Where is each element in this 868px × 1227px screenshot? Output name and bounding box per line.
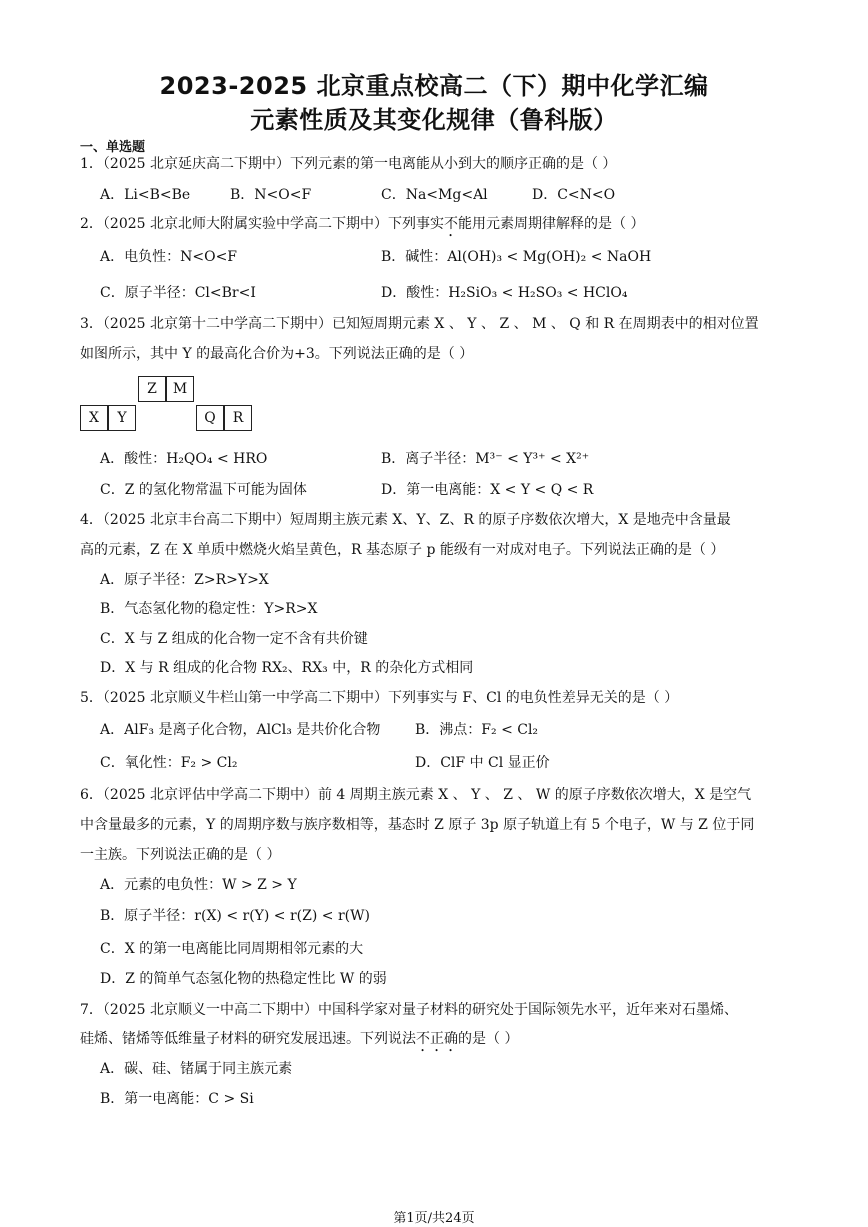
question-5-stem: 5．（2025 北京顺义牛栏山第一中学高二下期中）下列事实与 F、Cl 的电负性差异无关的是（ ） [80, 690, 679, 706]
q7-option-b: B．第一电离能：C > Si [100, 1091, 254, 1107]
question-6-stem-line3: 一主族。下列说法正确的是（ ） [80, 847, 281, 863]
table-cell-r: R [224, 405, 252, 431]
question-3-stem-line2: 如图所示，其中 Y 的最高化合价为+3。下列说法正确的是（ ） [80, 346, 474, 362]
q5-option-c: C．氧化性：F₂ > Cl₂ [100, 755, 238, 771]
question-6-stem-line1: 6．（2025 北京评估中学高二下期中）前 4 周期主族元素 X 、 Y 、 Z 、 W 的原子序数依次增大，X 是空气 [80, 787, 752, 803]
question-4-stem-line2: 高的元素，Z 在 X 单质中燃烧火焰呈黄色，R 基态原子 p 能级有一对成对电子。下列说法正确的是（ ） [80, 542, 725, 558]
table-cell-q: Q [196, 405, 224, 431]
q1-option-c: C．Na<Mg<Al [381, 187, 488, 203]
question-7-stem-line1: 7．（2025 北京顺义一中高二下期中）中国科学家对量子材料的研究处于国际领先水平，近年来对石墨烯、 [80, 1002, 738, 1018]
section-heading: 一、单选题 [80, 140, 146, 155]
q1-option-a: A．Li<B<Be [100, 187, 191, 203]
q6-option-c: C．X 的第一电离能比同周期相邻元素的大 [100, 941, 364, 957]
q1-option-d: D．C<N<O [532, 187, 616, 203]
table-cell-y: Y [108, 405, 136, 431]
periodic-table-fragment [80, 376, 256, 432]
table-cell-m: M [166, 376, 194, 402]
q2-option-d: D．酸性：H₂SiO₃ < H₂SO₃ < HClO₄ [381, 285, 628, 301]
question-4-stem-line1: 4．（2025 北京丰台高二下期中）短周期主族元素 X、Y、Z、R 的原子序数依次增大，X 是地壳中含量最 [80, 512, 731, 528]
q2-option-a: A．电负性：N<O<F [100, 249, 238, 265]
question-6-stem-line2: 中含量最多的元素，Y 的周期序数与族序数相等，基态时 Z 原子 3p 原子轨道上有 5 个电子，W 与 Z 位于同 [80, 817, 755, 833]
question-3-stem-line1: 3．（2025 北京第十二中学高二下期中）已知短周期元素 X 、 Y 、 Z 、 M 、 Q 和 R 在周期表中的相对位置 [80, 316, 759, 332]
q6-option-b: B．原子半径：r(X) < r(Y) < r(Z) < r(W) [100, 908, 370, 924]
page-subtitle: 元素性质及其变化规律（鲁科版） [250, 106, 618, 134]
q1-option-b: B．N<O<F [230, 187, 312, 203]
q2-option-b: B．碱性：Al(OH)₃ < Mg(OH)₂ < NaOH [381, 249, 652, 265]
q4-option-a: A．原子半径：Z>R>Y>X [100, 572, 269, 588]
page-title: 2023-2025 北京重点校高二（下）期中化学汇编 [159, 72, 709, 100]
q4-option-b: B．气态氢化物的稳定性：Y>R>X [100, 601, 318, 617]
q6-option-a: A．元素的电负性：W > Z > Y [100, 877, 297, 893]
q5-option-a: A．AlF₃ 是离子化合物，AlCl₃ 是共价化合物 [100, 722, 381, 738]
q7-option-a: A．碳、硅、锗属于同主族元素 [100, 1061, 293, 1077]
q6-option-d: D．Z 的简单气态氢化物的热稳定性比 W 的弱 [100, 971, 387, 987]
q4-option-c: C．X 与 Z 组成的化合物一定不含有共价键 [100, 631, 368, 647]
q4-option-d: D．X 与 R 组成的化合物 RX₂、RX₃ 中，R 的杂化方式相同 [100, 660, 474, 676]
table-cell-z: Z [138, 376, 166, 402]
q3-option-d: D．第一电离能：X < Y < Q < R [381, 482, 594, 498]
q5-option-b: B．沸点：F₂ < Cl₂ [415, 722, 539, 738]
question-2-stem: 2．（2025 北京北师大附属实验中学高二下期中）下列事实不能用元素周期律解释的是（ ） [80, 216, 645, 232]
q3-option-c: C．Z 的氢化物常温下可能为固体 [100, 482, 307, 498]
question-7-stem-line2: 硅烯、锗烯等低维量子材料的研究发展迅速。下列说法不正确的是（ ） [80, 1031, 519, 1047]
question-1-stem: 1．（2025 北京延庆高二下期中）下列元素的第一电离能从小到大的顺序正确的是（ ） [80, 156, 617, 172]
q3-option-b: B．离子半径：M³⁻ < Y³⁺ < X²⁺ [381, 451, 590, 467]
q2-option-c: C．原子半径：Cl<Br<I [100, 285, 256, 301]
q5-option-d: D．ClF 中 Cl 显正价 [415, 755, 550, 771]
table-cell-x: X [80, 405, 108, 431]
page-number: 第1页/共24页 [393, 1211, 475, 1226]
q3-option-a: A．酸性：H₂QO₄ < HRO [100, 451, 268, 467]
